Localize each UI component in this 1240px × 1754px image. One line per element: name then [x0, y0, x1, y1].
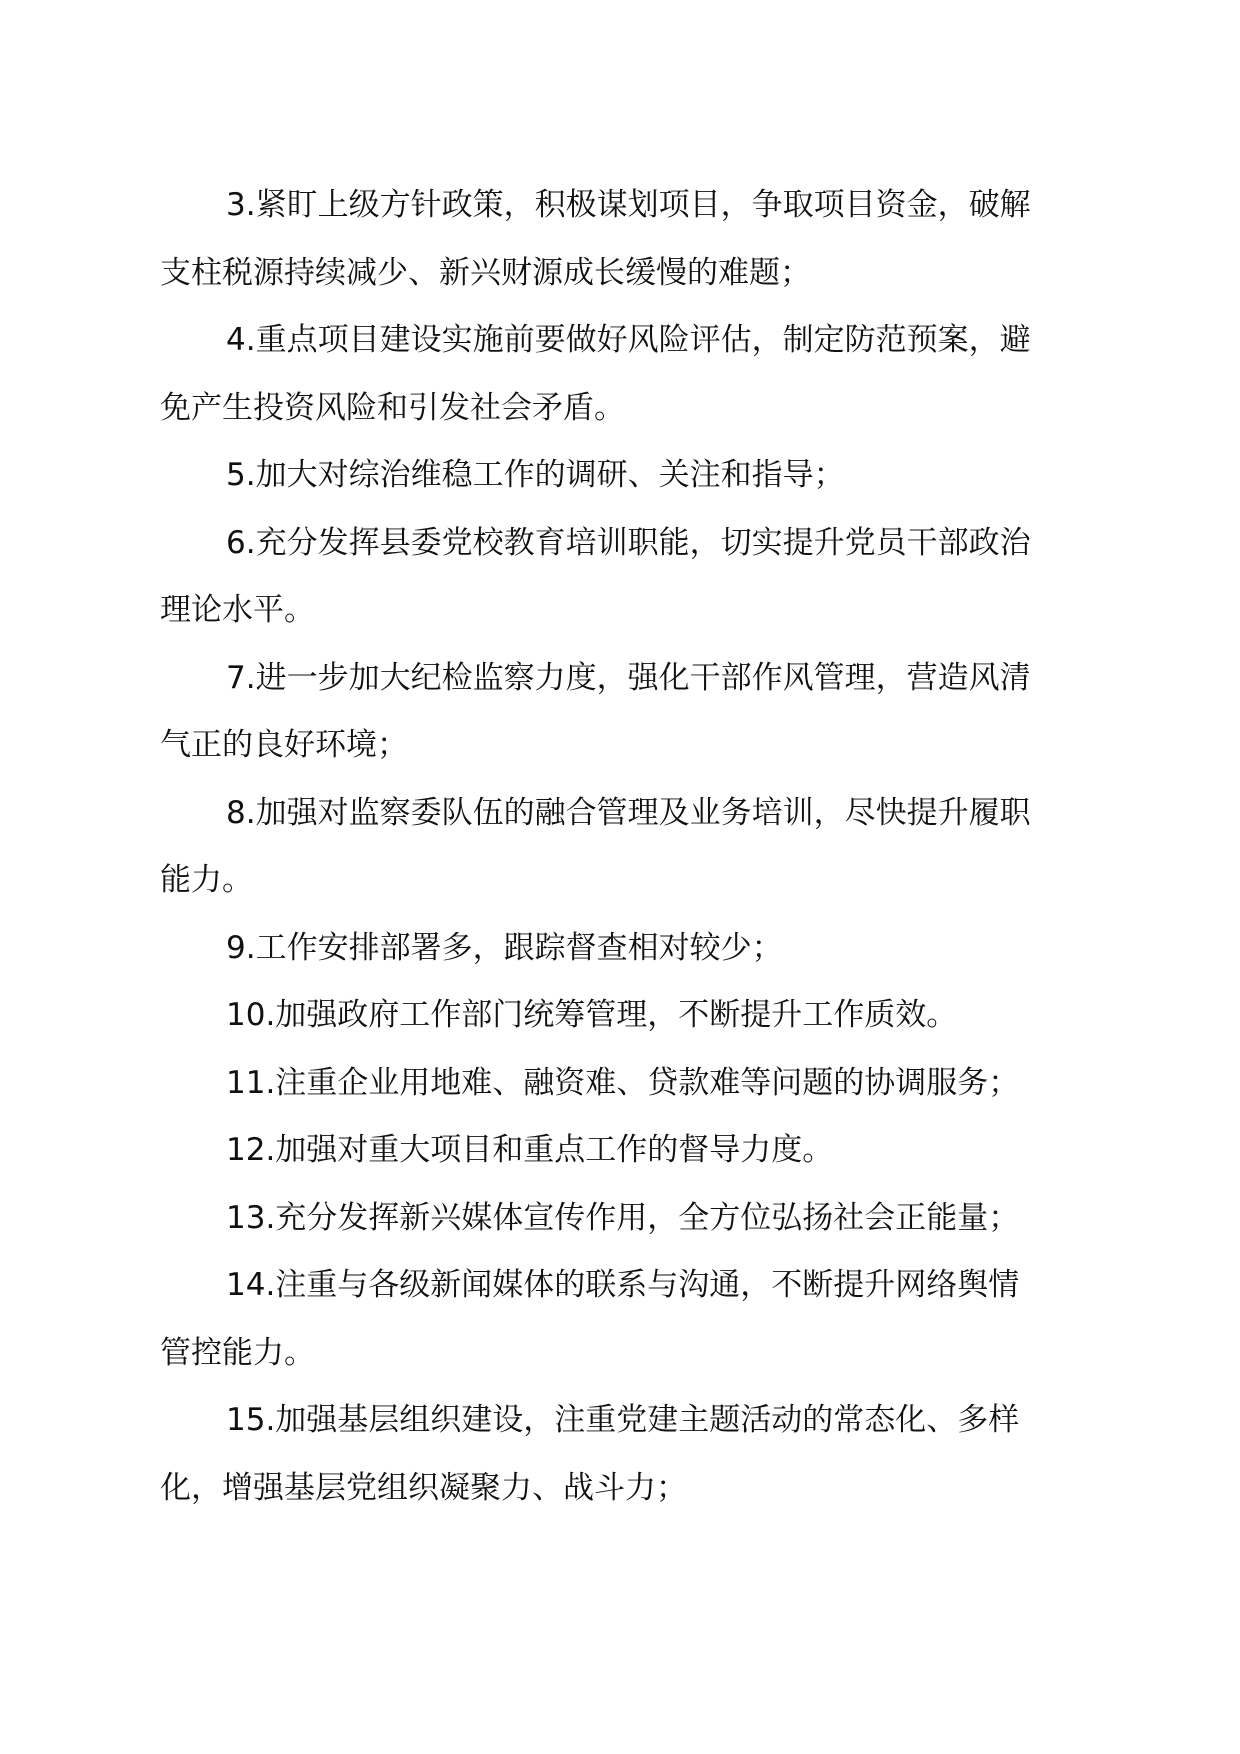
list-item-15	[160, 1387, 1095, 1522]
list-item-5-line-1: 5.加大对综治维稳工作的调研、关注和指导；	[226, 457, 845, 493]
list-item-4	[160, 307, 1095, 442]
list-item-5	[160, 442, 1095, 510]
list-item-9-line-1: 9.工作安排部署多，跟踪督查相对较少；	[226, 929, 783, 966]
list-item-7-line-2: 气正的良好环境；	[160, 727, 408, 763]
list-item-13-line-1: 13.充分发挥新兴媒体宣传作用，全方位弘扬社会正能量；	[226, 1199, 1020, 1236]
list-item-8-line-1: 8.加强对监察委队伍的融合管理及业务培训，尽快提升履职	[226, 794, 1031, 831]
list-item-6-line-1: 6.充分发挥县委党校教育培训职能，切实提升党员干部政治	[226, 524, 1031, 561]
list-item-4-line-1: 4.重点项目建设实施前要做好风险评估，制定防范预案，避	[226, 322, 1031, 358]
list-item-14-line-1: 14.注重与各级新闻媒体的联系与沟通，不断提升网络舆情	[226, 1267, 1020, 1303]
list-item-15-line-1: 15.加强基层组织建设，注重党建主题活动的常态化、多样	[226, 1402, 1020, 1438]
list-item-6	[160, 510, 1095, 645]
list-item-8-line-2: 能力。	[160, 862, 253, 898]
list-item-4-line-2: 免产生投资风险和引发社会矛盾。	[160, 389, 625, 426]
list-item-9	[160, 915, 1095, 983]
list-item-7	[160, 645, 1095, 780]
list-item-3-line-1: 3.紧盯上级方针政策，积极谋划项目，争取项目资金，破解	[226, 187, 1031, 223]
list-item-14	[160, 1252, 1095, 1387]
document-body	[160, 172, 1095, 1522]
list-item-3-line-2: 支柱税源持续减少、新兴财源成长缓慢的难题；	[160, 254, 811, 291]
list-item-12	[160, 1117, 1095, 1185]
list-item-15-line-2: 化，增强基层党组织凝聚力、战斗力；	[160, 1469, 687, 1506]
list-item-11	[160, 1050, 1095, 1118]
list-item-7-line-1: 7.进一步加大纪检监察力度，强化干部作风管理，营造风清	[226, 659, 1031, 696]
list-item-11-line-1: 11.注重企业用地难、融资难、贷款难等问题的协调服务；	[226, 1064, 1020, 1101]
list-item-10-line-1: 10.加强政府工作部门统筹管理，不断提升工作质效。	[226, 997, 958, 1033]
list-item-14-line-2: 管控能力。	[160, 1334, 315, 1371]
list-item-12-line-1: 12.加强对重大项目和重点工作的督导力度。	[226, 1132, 834, 1168]
list-item-10	[160, 982, 1095, 1050]
list-item-3	[160, 172, 1095, 307]
list-item-6-line-2: 理论水平。	[160, 592, 315, 628]
list-item-13	[160, 1185, 1095, 1253]
list-item-8	[160, 780, 1095, 915]
